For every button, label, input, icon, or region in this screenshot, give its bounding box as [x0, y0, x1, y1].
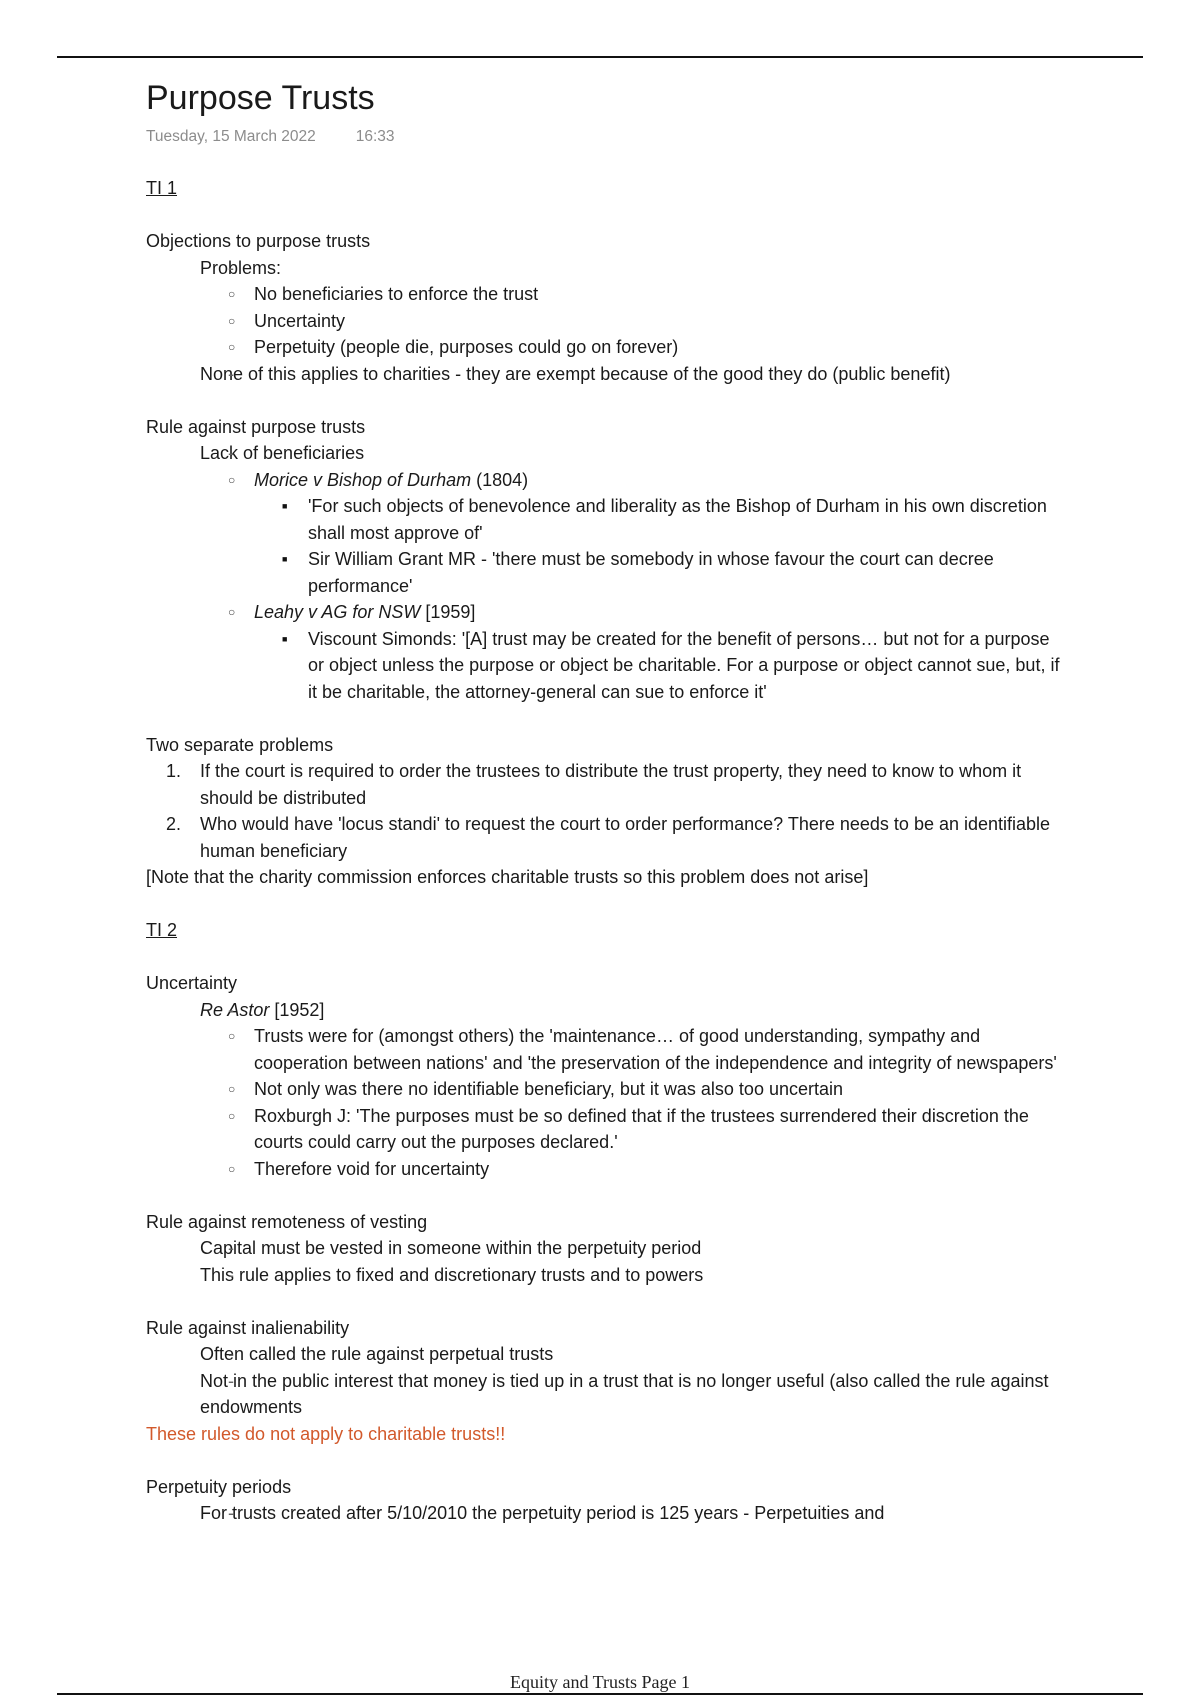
list-item: ○ Not only was there no identifiable beneficiary, but it was also too uncertain [254, 1076, 1066, 1103]
page-title: Purpose Trusts [146, 79, 375, 117]
case-year: [1959] [420, 602, 476, 622]
cases-list [200, 467, 1066, 706]
list-item: - Not in the public interest that money is tied up in a trust that is no longer useful (also called the rule against endowments [200, 1368, 1066, 1421]
note-text: [Note that the charity commission enforces charitable trusts so this problem does not arise] [146, 867, 869, 887]
heading-perpetuity-periods: Perpetuity periods [146, 1476, 292, 1497]
heading-objections: Objections to purpose trusts [146, 231, 371, 251]
list-item: ■ 'For such objects of benevolence and liberality as the Bishop of Durham in his own discretion shall most approve of' [308, 493, 1066, 546]
list-item: - For trusts created after 5/10/2010 the perpetuity period is 125 years - Perpetuities and [200, 1500, 1066, 1527]
page-footer: Equity and Trusts Page 1 [509, 1672, 691, 1692]
list-item [200, 997, 1066, 1183]
list-item: ■ Sir William Grant MR - 'there must be somebody in whose favour the court can decree performance' [308, 546, 1066, 599]
list-item: ○ Roxburgh J: 'The purposes must be so defined that if the trustees surrendered their discretion the courts could carry out the purposes declared.' [254, 1103, 1066, 1156]
list-item [254, 599, 1066, 705]
astor-points [200, 1023, 1066, 1182]
heading-inalienability: Rule against inalienability [146, 1317, 350, 1338]
charity-alert-text: These rules do not apply to charitable trusts!! [146, 1423, 506, 1444]
list-item: - Capital must be vested in someone within the perpetuity period [200, 1235, 1066, 1262]
list-item [254, 467, 1066, 600]
page-date: Tuesday, 15 March 2022 [146, 128, 316, 145]
section-label-ti1: TI 1 [146, 178, 178, 198]
case-year: [1952] [269, 999, 325, 1020]
list-item: ■ Viscount Simonds: '[A] trust may be created for the benefit of persons… but not for a purpose or object unless the purpose or object be charitable. For a purpose or object cannot sue, but, if it be charitable, the attorney-general can sue to enforce it' [308, 626, 1066, 706]
lack-label: Lack of beneficiaries [200, 443, 365, 463]
objections-list [146, 255, 1066, 388]
list-item: ○ Therefore void for uncertainty [254, 1156, 1066, 1183]
list-item [166, 811, 1066, 864]
problems-list [200, 281, 1066, 361]
list-item: ○ Uncertainty [254, 308, 1066, 335]
item-number: 1. [166, 761, 182, 781]
case-name: Leahy v AG for NSW [254, 602, 421, 622]
leahy-points [254, 626, 1066, 706]
list-item [200, 440, 1066, 705]
list-item: ○ Perpetuity (people die, purposes could go on forever) [254, 334, 1066, 361]
section-label-ti2: TI 2 [146, 920, 178, 940]
heading-uncertainty: Uncertainty [146, 973, 238, 993]
case-name: Re Astor [200, 999, 270, 1020]
list-item: ○ No beneficiaries to enforce the trust [254, 281, 1066, 308]
rule-list [146, 440, 1066, 705]
problems-label: Problems: [200, 257, 282, 278]
uncertainty-list [146, 997, 1066, 1183]
bottom-rule [57, 1693, 1143, 1695]
item-text: Who would have 'locus standi' to request the court to order performance? There needs to be an identifiable human beneficiary [200, 814, 1051, 861]
two-problems-list [146, 758, 1066, 864]
morice-points [254, 493, 1066, 599]
note-page [146, 76, 1066, 1527]
remoteness-list [146, 1235, 1066, 1288]
note-body [146, 175, 1066, 1527]
heading-two-problems: Two separate problems [146, 734, 334, 755]
item-text: If the court is required to order the trustees to distribute the trust property, they need to know to whom it should be distributed [200, 761, 1022, 808]
list-item: - None of this applies to charities - they are exempt because of the good they do (public benefit) [200, 361, 1066, 388]
list-item: - Often called the rule against perpetual trusts [200, 1341, 1066, 1368]
case-year: (1804) [471, 469, 529, 490]
page-time: 16:33 [355, 128, 395, 145]
list-item: ○ Trusts were for (amongst others) the 'maintenance… of good understanding, sympathy and cooperation between nations' and 'the preservation of the independence and integrity of newspapers' [254, 1023, 1066, 1076]
inalienability-list [146, 1341, 1066, 1421]
item-number: 2. [166, 814, 182, 834]
perpetuity-list [146, 1500, 1066, 1527]
heading-rule-purpose-trusts: Rule against purpose trusts [146, 416, 366, 437]
list-item [166, 758, 1066, 811]
heading-remoteness: Rule against remoteness of vesting [146, 1211, 428, 1232]
top-rule [57, 56, 1143, 58]
list-item: - This rule applies to fixed and discretionary trusts and to powers [200, 1262, 1066, 1289]
case-name: Morice v Bishop of Durham [254, 469, 472, 490]
page-meta [146, 127, 1066, 147]
list-item [200, 255, 1066, 361]
